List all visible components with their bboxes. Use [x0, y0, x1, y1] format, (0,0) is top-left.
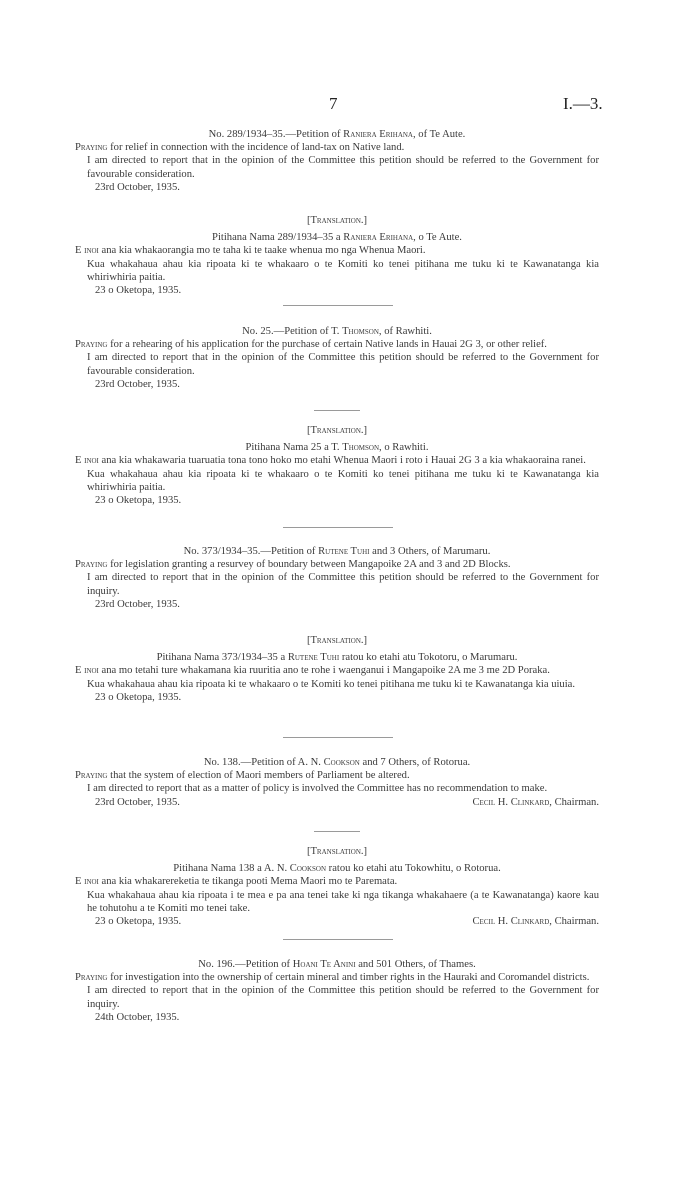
petition-title: No. 196.—Petition of Hoani Te Anini and 501 Others, of Thames. — [198, 959, 476, 970]
report-date: 23 o Oketopa, 1935. — [95, 916, 182, 928]
petition-section — [75, 325, 599, 391]
translation-heading: [Translation.] — [306, 425, 368, 436]
report-date: 23 o Oketopa, 1935. — [95, 691, 182, 703]
petition-section — [75, 128, 599, 194]
translation-heading: [Translation.] — [306, 846, 368, 857]
section-divider — [314, 410, 360, 411]
committee-report: Kua whakahaua ahau kia ripoata i te mea e pa ana tenei take ki nga tikanga whakahaere (a te Kawanatanga) kaore kau he tohutohu a te Komiti mo tenei take. — [87, 889, 599, 914]
translation-section — [75, 634, 599, 704]
chairman-signature: Cecil H. Clinkard, Chairman. — [472, 796, 599, 808]
petition-prayer: Praying for relief in connection with the incidence of land-tax on Native land. — [75, 142, 405, 154]
section-divider — [283, 527, 393, 528]
report-date: 23rd October, 1935. — [95, 378, 180, 390]
petition-section — [75, 756, 599, 809]
committee-report: I am directed to report that in the opinion of the Committee this petition should be referred to the Government for inquiry. — [87, 572, 599, 597]
petition-prayer: E inoi ana kia whakawaria tuaruatia tona tono hoko mo etahi Whenua Maori i roto i Hauai 2G 3 a kia whakaoraina ranei. — [75, 455, 586, 467]
committee-report: I am directed to report that in the opinion of the Committee this petition should be referred to the Government for favourable consideration. — [87, 155, 599, 180]
signature-row — [75, 915, 599, 928]
petition-section — [75, 958, 599, 1024]
section-divider — [314, 831, 360, 832]
translation-section — [75, 845, 599, 928]
petition-prayer: Praying for legislation granting a resurvey of boundary between Mangapoike 2A and 3 and 2D Blocks. — [75, 559, 511, 571]
petition-section — [75, 545, 599, 611]
petition-prayer: E inoi ana kia whakaorangia mo te taha ki te taake whenua mo nga Whenua Maori. — [75, 245, 426, 257]
petition-prayer: Praying that the system of election of Maori members of Parliament be altered. — [75, 770, 410, 782]
page-number: 7 — [329, 94, 338, 113]
report-date: 23rd October, 1935. — [95, 598, 180, 610]
committee-report: Kua whakahaua ahau kia ripoata ki te whakaaro o te Komiti ko tenei pitihana me tuku ki te Kawanatanga kia whiriwhiria paitia. — [87, 468, 599, 493]
report-date: 23rd October, 1935. — [95, 181, 180, 193]
petition-title: Pitihana Nama 25 a T. Thomson, o Rawhiti. — [245, 442, 429, 454]
chairman-signature: Cecil H. Clinkard, Chairman. — [472, 916, 599, 928]
petition-prayer: Praying for a rehearing of his application for the purchase of certain Native lands in Hauai 2G 3, or other relief. — [75, 339, 547, 351]
document-reference: I.—3. — [563, 94, 603, 113]
petition-title: No. 373/1934–35.—Petition of Rutene Tuhi and 3 Others, of Marumaru. — [183, 546, 491, 557]
signature-row — [75, 796, 599, 809]
committee-report: Kua whakahaua ahau kia ripoata ki te whakaaro o te Komiti ko tenei pitihana me tuku ki te Kawanatanga kia uiuia. — [87, 678, 576, 690]
translation-heading: [Translation.] — [306, 215, 368, 226]
report-date: 23 o Oketopa, 1935. — [95, 285, 182, 297]
translation-section — [75, 424, 599, 507]
translation-section — [75, 214, 599, 297]
petition-title: No. 138.—Petition of A. N. Cookson and 7 Others, of Rotorua. — [203, 757, 471, 768]
petition-title: Pitihana Nama 289/1934–35 a Raniera Erihana, o Te Aute. — [212, 232, 462, 244]
committee-report: I am directed to report that as a matter of policy is involved the Committee has no recommendation to make. — [87, 783, 548, 795]
report-date: 23 o Oketopa, 1935. — [95, 495, 182, 507]
committee-report: I am directed to report that in the opinion of the Committee this petition should be referred to the Government for inquiry. — [87, 985, 599, 1010]
petition-title: Pitihana Nama 373/1934–35 a Rutene Tuhi ratou ko etahi atu Tokotoru, o Marumaru. — [156, 652, 518, 664]
section-divider — [283, 305, 393, 306]
section-divider — [283, 737, 393, 738]
petition-title: Pitihana Nama 138 a A. N. Cookson ratou ko etahi atu Tokowhitu, o Rotorua. — [173, 863, 501, 875]
translation-heading: [Translation.] — [306, 635, 368, 646]
committee-report: Kua whakahaua ahau kia ripoata ki te whakaaro o te Komiti ko tenei pitihana me tuku ki te Kawanatanga kia whiriwhiria paitia. — [87, 258, 599, 283]
section-divider — [283, 939, 393, 940]
petition-prayer: E inoi ana kia whakarereketia te tikanga pooti Mema Maori mo te Paremata. — [75, 876, 398, 888]
petition-prayer: E inoi ana mo tetahi ture whakamana kia ruuritia ano te rohe i waenganui i Mangapoike 2A me 3 me 2D Poraka. — [75, 665, 550, 677]
petition-title: No. 25.—Petition of T. Thomson, of Rawhiti. — [242, 326, 432, 337]
petition-title: No. 289/1934–35.—Petition of Raniera Erihana, of Te Aute. — [208, 129, 466, 140]
committee-report: I am directed to report that in the opinion of the Committee this petition should be referred to the Government for favourable consideration. — [87, 352, 599, 377]
petition-prayer: Praying for investigation into the ownership of certain mineral and timber rights in the Hauraki and Coromandel districts. — [75, 972, 590, 984]
report-date: 23rd October, 1935. — [95, 796, 180, 808]
report-date: 24th October, 1935. — [95, 1011, 180, 1023]
